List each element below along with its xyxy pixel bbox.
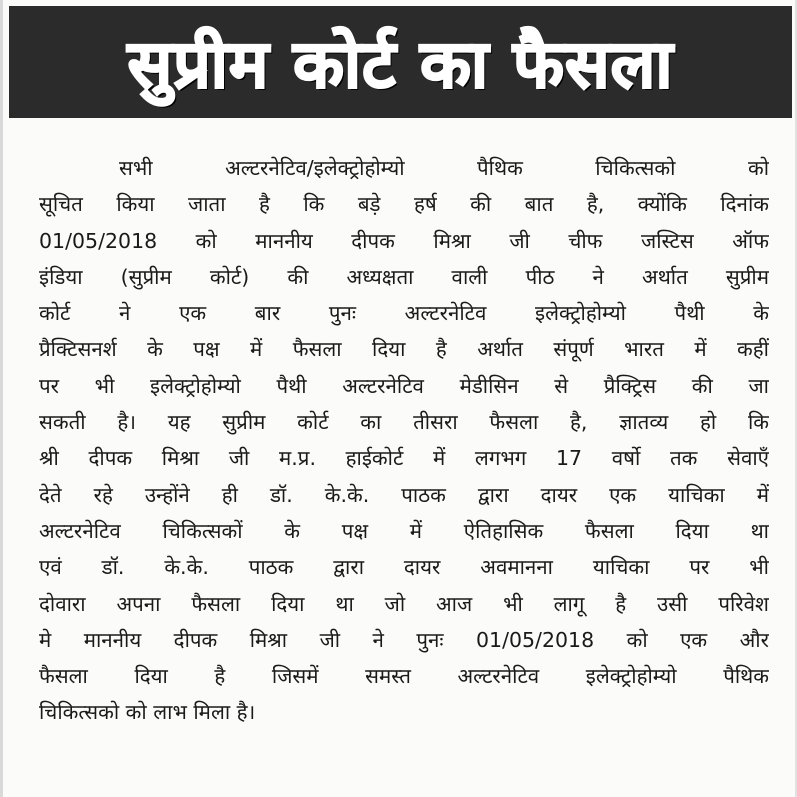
article-line: फैसला दिया है जिसमें समस्त अल्टरनेटिव इलेक्ट्रोहोम्यो पैथिक	[39, 664, 769, 689]
article-line: पर भी इलेक्ट्रोहोम्यो पैथी अल्टरनेटिव मेडीसिन से प्रैक्ट्रिस की जा	[39, 373, 769, 398]
article-line: चिकित्सको को लाभ मिला है।	[39, 700, 256, 725]
article-line: दोवारा अपना फैसला दिया था जो आज भी लागू है उसी परिवेश	[39, 591, 769, 616]
article-line: कोर्ट ने एक बार पुनः अल्टरनेटिव इलेक्ट्रोहोम्यो पैथी के	[39, 301, 769, 326]
article-line: सूचित किया जाता है कि बड़े हर्ष की बात है, क्योंकि दिनांक	[39, 192, 769, 217]
article-line: सकती है। यह सुप्रीम कोर्ट का तीसरा फैसला है, ज्ञातव्य हो कि	[39, 410, 769, 435]
article-body	[39, 150, 769, 731]
headline: सुप्रीम कोर्ट का फैसला	[127, 26, 674, 103]
article-line: देते रहे उन्होंने ही डॉ. के.के. पाठक द्वारा दायर एक याचिका में	[39, 482, 769, 507]
article-line: मे माननीय दीपक मिश्रा जी ने पुनः 01/05/2018 को एक और	[39, 627, 769, 652]
article-line: प्रैक्टिसनर्श के पक्ष में फैसला दिया है अर्थात संपूर्ण भारत में कहीं	[39, 337, 769, 362]
headline-banner	[9, 6, 792, 118]
article-line: 01/05/2018 को माननीय दीपक मिश्रा जी चीफ जस्टिस ऑफ	[39, 228, 769, 253]
article-line: एवं डॉ. के.के. पाठक द्वारा दायर अवमानना याचिका पर भी	[39, 555, 769, 580]
article-line: श्री दीपक मिश्रा जी म.प्र. हाईकोर्ट में लगभग 17 वर्षो तक सेवाएँ	[39, 446, 769, 471]
article-line: अल्टरनेटिव चिकित्सकों के पक्ष में ऐतिहासिक फैसला दिया था	[39, 518, 769, 543]
article-line: इंडिया (सुप्रीम कोर्ट) की अध्यक्षता वाली पीठ ने अर्थात सुप्रीम	[39, 264, 769, 289]
article-line: सभी अल्टरनेटिव/इलेक्ट्रोहोम्यो पैथिक चिकित्सको को	[119, 156, 769, 180]
